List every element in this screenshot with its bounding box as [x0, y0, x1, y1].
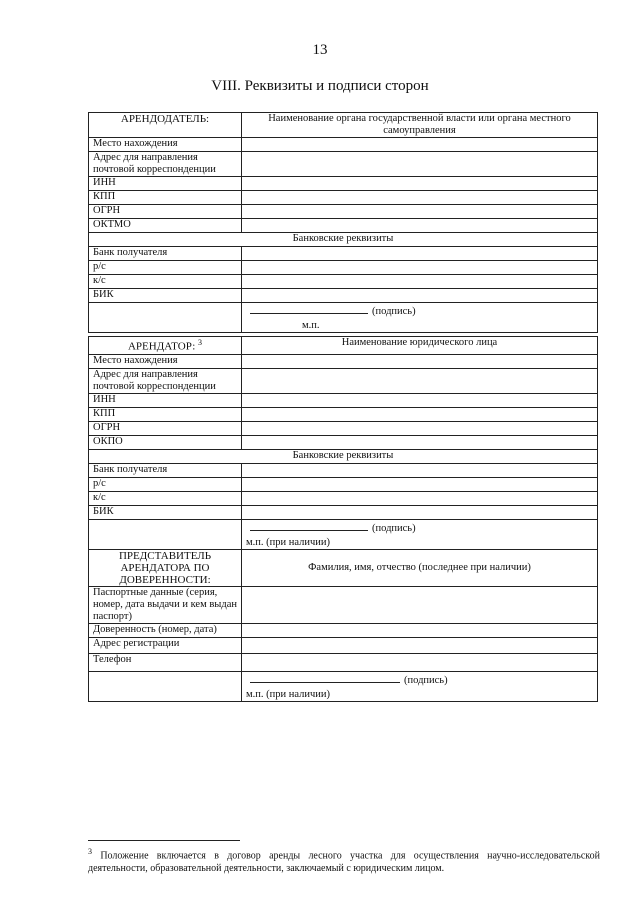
tenant-location-field[interactable]	[242, 355, 598, 369]
tenant-okpo-field[interactable]	[242, 436, 598, 450]
landlord-oktmo-field[interactable]	[242, 219, 598, 233]
footnote-text: Положение включается в договор аренды лесного участка для осуществления научно-исследовательской деятельности, образовательной деятельности, заключаемый с юридическим лицом.	[88, 850, 601, 875]
page-number: 13	[312, 42, 328, 58]
tenant-bank-row-label: к/с	[89, 492, 242, 506]
tenant-row-label: ОКПО	[89, 436, 242, 450]
stamp-label: м.п. (при наличии)	[246, 689, 330, 700]
signature-label: (подпись)	[372, 306, 416, 317]
tenant-row-label: КПП	[89, 408, 242, 422]
landlord-row-label: ОКТМО	[89, 219, 242, 233]
representative-signature-cell[interactable]	[242, 672, 598, 702]
representative-row-label: Телефон	[89, 654, 242, 672]
tenant-signature-cell[interactable]	[242, 520, 598, 550]
stamp-label: м.п. (при наличии)	[246, 537, 330, 548]
representative-poa-field[interactable]	[242, 624, 598, 638]
landlord-signature-cell[interactable]	[242, 303, 598, 333]
tenant-bik-field[interactable]	[242, 506, 598, 520]
representative-row-label: Адрес регистрации	[89, 638, 242, 654]
landlord-inn-field[interactable]	[242, 177, 598, 191]
landlord-row-label: КПП	[89, 191, 242, 205]
tenant-name-header: Наименование юридического лица	[242, 337, 598, 355]
tenant-corr-account-field[interactable]	[242, 492, 598, 506]
signature-line[interactable]	[250, 303, 368, 314]
representative-signature-empty	[89, 672, 242, 702]
signature-line[interactable]	[250, 520, 368, 531]
tenant-row-label: ИНН	[89, 394, 242, 408]
representative-row-label: Паспортные данные (серия, номер, дата выдачи и кем выдан паспорт)	[89, 587, 242, 624]
representative-phone-field[interactable]	[242, 654, 598, 672]
section-title: VIII. Реквизиты и подписи сторон	[211, 78, 429, 94]
landlord-mail-address-field[interactable]	[242, 152, 598, 177]
signature-label: (подпись)	[372, 523, 416, 534]
representative-passport-field[interactable]	[242, 587, 598, 624]
landlord-row-label: ОГРН	[89, 205, 242, 219]
landlord-bank-row-label: БИК	[89, 289, 242, 303]
tenant-row-label: ОГРН	[89, 422, 242, 436]
tenant-header-cell	[89, 337, 242, 355]
representative-header-label: ПРЕДСТАВИТЕЛЬ АРЕНДАТОРА ПО ДОВЕРЕННОСТИ:	[89, 550, 242, 587]
tenant-header-label: АРЕНДАТОР:	[127, 340, 196, 353]
tenant-inn-field[interactable]	[242, 394, 598, 408]
tenant-table	[88, 336, 598, 702]
landlord-corr-account-field[interactable]	[242, 275, 598, 289]
tenant-row-label: Место нахождения	[89, 355, 242, 369]
tenant-bank-header: Банковские реквизиты	[89, 450, 598, 464]
representative-row-label: Доверенность (номер, дата)	[89, 624, 242, 638]
landlord-bank-row-label: Банк получателя	[89, 247, 242, 261]
tenant-mail-address-field[interactable]	[242, 369, 598, 394]
signature-line[interactable]	[250, 672, 400, 683]
tenant-kpp-field[interactable]	[242, 408, 598, 422]
landlord-kpp-field[interactable]	[242, 191, 598, 205]
footnote-ref: 3	[198, 338, 203, 347]
tenant-account-field[interactable]	[242, 478, 598, 492]
landlord-signature-empty	[89, 303, 242, 333]
stamp-label: м.п.	[302, 320, 320, 331]
tenant-bank-row-label: р/с	[89, 478, 242, 492]
landlord-header-label: АРЕНДОДАТЕЛЬ:	[89, 113, 242, 138]
tenant-ogrn-field[interactable]	[242, 422, 598, 436]
landlord-location-field[interactable]	[242, 138, 598, 152]
footnote-divider	[88, 840, 240, 841]
landlord-bik-field[interactable]	[242, 289, 598, 303]
representative-address-field[interactable]	[242, 638, 598, 654]
tenant-bank-row-label: Банк получателя	[89, 464, 242, 478]
signature-label: (подпись)	[404, 675, 448, 686]
footnote	[88, 845, 600, 875]
tenant-signature-empty	[89, 520, 242, 550]
landlord-table	[88, 112, 598, 333]
representative-name-header: Фамилия, имя, отчество (последнее при наличии)	[242, 550, 598, 587]
footnote-marker: 3	[88, 847, 92, 856]
landlord-bank-header: Банковские реквизиты	[89, 233, 598, 247]
landlord-account-field[interactable]	[242, 261, 598, 275]
tenant-bank-field[interactable]	[242, 464, 598, 478]
landlord-ogrn-field[interactable]	[242, 205, 598, 219]
landlord-row-label: ИНН	[89, 177, 242, 191]
landlord-bank-field[interactable]	[242, 247, 598, 261]
landlord-name-header: Наименование органа государственной власти или органа местного самоуправления	[242, 113, 598, 138]
landlord-row-label: Место нахождения	[89, 138, 242, 152]
tenant-bank-row-label: БИК	[89, 506, 242, 520]
landlord-row-label: Адрес для направления почтовой корреспонденции	[89, 152, 242, 177]
landlord-bank-row-label: к/с	[89, 275, 242, 289]
tenant-row-label: Адрес для направления почтовой корреспонденции	[89, 369, 242, 394]
landlord-bank-row-label: р/с	[89, 261, 242, 275]
